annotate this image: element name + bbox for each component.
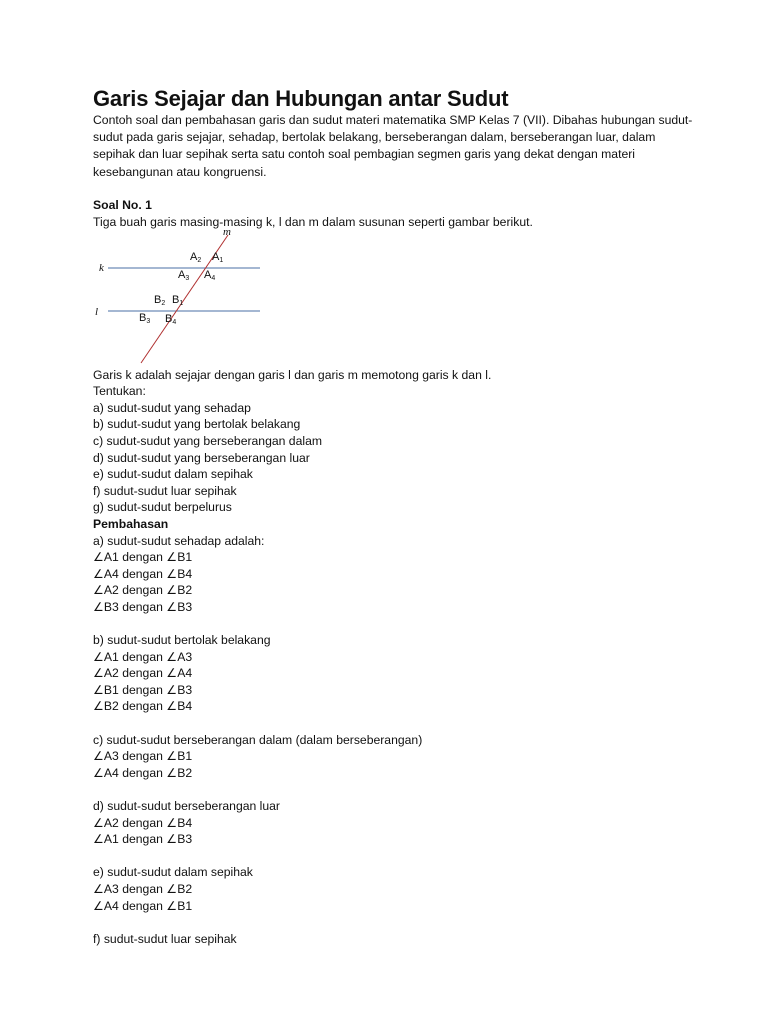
label-b1: $B_1$ xyxy=(172,293,184,307)
solution-e-title: e) sudut-sudut dalam sepihak xyxy=(93,865,253,880)
solution-a-title: a) sudut-sudut sehadap adalah: xyxy=(93,533,265,548)
parallel-lines-figure xyxy=(93,225,293,367)
solution-heading: Pembahasan xyxy=(93,516,169,531)
solution-a-item: ∠B3 dengan ∠B3 xyxy=(93,599,193,614)
solution-e-item: ∠A4 dengan ∠B1 xyxy=(93,898,193,913)
task-a: a) sudut-sudut yang sehadap xyxy=(93,400,251,415)
document-page xyxy=(93,86,693,947)
solution-b-item: ∠A2 dengan ∠A4 xyxy=(93,666,193,681)
statement-line: Garis k adalah sejajar dengan garis l dan garis m memotong garis k dan l. xyxy=(93,367,492,382)
spacer xyxy=(93,781,693,798)
task-d: d) sudut-sudut yang berseberangan luar xyxy=(93,450,310,465)
solution-b-item: ∠B1 dengan ∠B3 xyxy=(93,682,193,697)
label-b4: $B_4$ xyxy=(165,312,177,326)
task-c: c) sudut-sudut yang berseberangan dalam xyxy=(93,433,322,448)
solution-e-item: ∠A3 dengan ∠B2 xyxy=(93,882,193,896)
solution-f-title: f) sudut-sudut luar sepihak xyxy=(93,931,237,946)
label-l: l xyxy=(95,305,99,318)
task-e: e) sudut-sudut dalam sepihak xyxy=(93,467,253,482)
task-b: b) sudut-sudut yang bertolak belakang xyxy=(93,417,301,432)
solution-c-item: ∠A3 dengan ∠B1 xyxy=(93,749,193,764)
solution-b-item: ∠B2 dengan ∠B4 xyxy=(93,699,193,714)
task-g: g) sudut-sudut berpelurus xyxy=(93,500,232,515)
solution-b-item: ∠A1 dengan ∠A3 xyxy=(93,649,193,664)
solution-a-item: ∠A1 dengan ∠B1 xyxy=(93,550,193,565)
label-a2: $A_2$ xyxy=(190,250,202,264)
page-title: Garis Sejajar dan Hubungan antar Sudut xyxy=(93,86,509,111)
solution-a-item: ∠A2 dengan ∠B2 xyxy=(93,583,193,598)
question-heading: Soal No. 1 xyxy=(93,198,152,213)
task-f: f) sudut-sudut luar sepihak xyxy=(93,483,237,498)
solution-a-item: ∠A4 dengan ∠B4 xyxy=(93,566,193,581)
solution-c-title: c) sudut-sudut berseberangan dalam (dalam berseberangan) xyxy=(93,732,423,747)
label-a4: $A_4$ xyxy=(204,268,216,282)
solution-b-title: b) sudut-sudut bertolak belakang xyxy=(93,633,271,648)
label-b2: $B_2$ xyxy=(154,293,166,307)
label-a3: $A_3$ xyxy=(178,268,190,282)
solution-d-item: ∠A2 dengan ∠B4 xyxy=(93,815,193,830)
intro-paragraph: Contoh soal dan pembahasan garis dan sudut materi matematika SMP Kelas 7 (VII). Dibahas hubungan sudut-sudut pada garis sejajar, sehadap, bertolak belakang, berseberangan dalam, berseberangan luar, dalam sepihak dan luar sepihak serta satu contoh soal pembagian segmen garis yang dekat dengan materi kesebangunan atau kongruensi. xyxy=(93,113,693,179)
spacer xyxy=(93,848,693,865)
spacer xyxy=(93,181,693,198)
label-k: k xyxy=(99,261,104,274)
solution-d-title: d) sudut-sudut berseberangan luar xyxy=(93,799,280,814)
label-a1: $A_1$ xyxy=(212,250,224,264)
label-b3: $B_3$ xyxy=(139,311,151,325)
spacer xyxy=(93,616,693,633)
spacer xyxy=(93,914,693,931)
spacer xyxy=(93,715,693,732)
instruction-line: Tentukan: xyxy=(93,384,146,399)
question-text: Tiga buah garis masing-masing k, l dan m dalam susunan seperti gambar berikut. xyxy=(93,215,533,229)
solution-d-item: ∠A1 dengan ∠B3 xyxy=(93,832,193,847)
solution-c-item: ∠A4 dengan ∠B2 xyxy=(93,765,193,780)
label-m: m xyxy=(223,225,231,238)
